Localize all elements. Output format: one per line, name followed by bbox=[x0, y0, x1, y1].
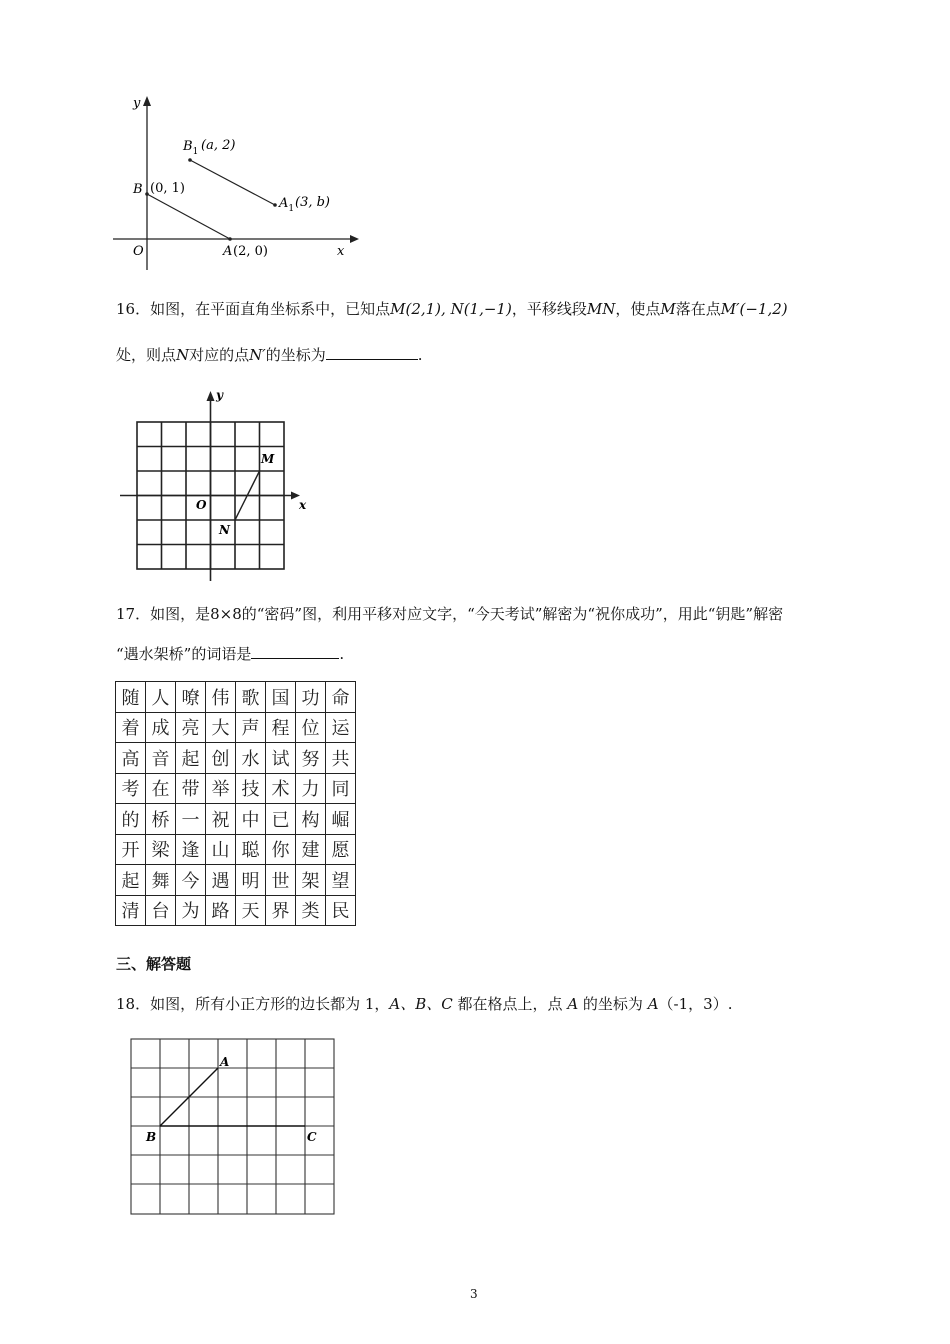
cipher-cell: 一 bbox=[176, 804, 206, 835]
cipher-cell: 成 bbox=[146, 712, 176, 743]
cipher-cell: 逢 bbox=[176, 834, 206, 865]
cipher-cell: 术 bbox=[266, 773, 296, 804]
cipher-cell: 带 bbox=[176, 773, 206, 804]
cipher-cell: 架 bbox=[296, 865, 326, 896]
question-17-line-2: “遇水架桥”的词语是 . bbox=[116, 642, 344, 665]
x-axis-arrow bbox=[350, 235, 359, 243]
cipher-cell: 随 bbox=[116, 682, 146, 713]
point-N-label: N bbox=[219, 523, 230, 537]
y-axis-label: y bbox=[216, 388, 223, 402]
y-axis-label: y bbox=[133, 96, 141, 111]
cipher-cell: 运 bbox=[326, 712, 356, 743]
cipher-cell: 的 bbox=[116, 804, 146, 835]
cipher-cell: 梁 bbox=[146, 834, 176, 865]
cipher-row bbox=[116, 834, 356, 865]
cipher-row bbox=[116, 895, 356, 926]
cipher-cell: 举 bbox=[206, 773, 236, 804]
cipher-cell: 创 bbox=[206, 743, 236, 774]
origin-label: O bbox=[196, 498, 207, 512]
point-A bbox=[228, 237, 232, 241]
cipher-cell: 国 bbox=[266, 682, 296, 713]
cipher-cell: 开 bbox=[116, 834, 146, 865]
point-B-label: B bbox=[146, 1130, 157, 1144]
cipher-cell: 亮 bbox=[176, 712, 206, 743]
cipher-cell: 共 bbox=[326, 743, 356, 774]
figure-2-grid-mn bbox=[115, 385, 315, 585]
point-B-coord: (0, 1) bbox=[150, 181, 185, 196]
cipher-cell: 音 bbox=[146, 743, 176, 774]
x-axis-label: x bbox=[299, 498, 307, 512]
point-A1-label: $A_1$ bbox=[279, 196, 295, 214]
cipher-cell: 望 bbox=[326, 865, 356, 896]
point-A1-coord: (3, b) bbox=[295, 195, 331, 210]
point-B1 bbox=[188, 158, 192, 162]
cipher-cell: 建 bbox=[296, 834, 326, 865]
cipher-cell: 聪 bbox=[236, 834, 266, 865]
cipher-cell: 技 bbox=[236, 773, 266, 804]
cipher-cell: 类 bbox=[296, 895, 326, 926]
cipher-cell: 力 bbox=[296, 773, 326, 804]
cipher-cell: 努 bbox=[296, 743, 326, 774]
cipher-cell: 祝 bbox=[206, 804, 236, 835]
cipher-row bbox=[116, 743, 356, 774]
cipher-grid bbox=[115, 681, 356, 926]
segment-A1B1 bbox=[190, 160, 275, 205]
cipher-cell: 桥 bbox=[146, 804, 176, 835]
question-16-line-1: 16．如图，在平面直角坐标系中，已知点M(2,1), N(1,−1)，平移线段MN，使点M落在点M′(−1,2) bbox=[116, 300, 788, 318]
segment-AB bbox=[147, 194, 230, 239]
cipher-row bbox=[116, 712, 356, 743]
question-16-line-2: 处，则点N对应的点N′的坐标为 . bbox=[116, 343, 422, 366]
cipher-cell: 同 bbox=[326, 773, 356, 804]
cipher-cell: 台 bbox=[146, 895, 176, 926]
cipher-cell: 路 bbox=[206, 895, 236, 926]
cipher-cell: 明 bbox=[236, 865, 266, 896]
cipher-cell: 嘹 bbox=[176, 682, 206, 713]
cipher-cell: 功 bbox=[296, 682, 326, 713]
origin-label: O bbox=[133, 244, 144, 259]
cipher-cell: 位 bbox=[296, 712, 326, 743]
y-axis-arrow bbox=[207, 391, 215, 401]
cipher-cell: 起 bbox=[176, 743, 206, 774]
cipher-row bbox=[116, 865, 356, 896]
cipher-cell: 人 bbox=[146, 682, 176, 713]
point-B1-label: $B_1$ bbox=[183, 139, 199, 157]
cipher-cell: 着 bbox=[116, 712, 146, 743]
point-A-coord: (2, 0) bbox=[233, 244, 268, 259]
answer-blank-17[interactable] bbox=[251, 642, 339, 659]
cipher-cell: 崛 bbox=[326, 804, 356, 835]
x-axis-label: x bbox=[337, 244, 345, 259]
figure-3-grid-abc bbox=[128, 1036, 338, 1220]
cipher-cell: 构 bbox=[296, 804, 326, 835]
cipher-cell: 考 bbox=[116, 773, 146, 804]
cipher-cell: 已 bbox=[266, 804, 296, 835]
cipher-cell: 天 bbox=[236, 895, 266, 926]
cipher-cell: 界 bbox=[266, 895, 296, 926]
point-A-label: A bbox=[223, 244, 233, 259]
figure-1-coordinate-diagram bbox=[105, 92, 365, 277]
cipher-cell: 舞 bbox=[146, 865, 176, 896]
cipher-cell: 为 bbox=[176, 895, 206, 926]
point-C-label: C bbox=[307, 1130, 317, 1144]
section-title: 三、解答题 bbox=[116, 955, 192, 973]
cipher-cell: 你 bbox=[266, 834, 296, 865]
cipher-cell: 声 bbox=[236, 712, 266, 743]
question-18-text: 18．如图，所有小正方形的边长都为 1，A、B、C 都在格点上，点 A 的坐标为 A（-1，3）. bbox=[116, 995, 733, 1013]
cipher-cell: 中 bbox=[236, 804, 266, 835]
y-axis-arrow bbox=[143, 96, 151, 106]
cipher-cell: 试 bbox=[266, 743, 296, 774]
cipher-cell: 世 bbox=[266, 865, 296, 896]
cipher-row bbox=[116, 682, 356, 713]
cipher-cell: 大 bbox=[206, 712, 236, 743]
cipher-row bbox=[116, 773, 356, 804]
page-number: 3 bbox=[470, 1287, 478, 1301]
cipher-cell: 在 bbox=[146, 773, 176, 804]
cipher-cell: 命 bbox=[326, 682, 356, 713]
cipher-cell: 高 bbox=[116, 743, 146, 774]
question-17-line-1: 17．如图，是8×8的“密码”图，利用平移对应文字，“今天考试”解密为“祝你成功”，用此“钥匙”解密 bbox=[116, 605, 784, 623]
cipher-cell: 遇 bbox=[206, 865, 236, 896]
cipher-cell: 清 bbox=[116, 895, 146, 926]
cipher-cell: 水 bbox=[236, 743, 266, 774]
point-B1-coord: (a, 2) bbox=[201, 138, 236, 153]
cipher-cell: 山 bbox=[206, 834, 236, 865]
cipher-cell: 起 bbox=[116, 865, 146, 896]
cipher-cell: 伟 bbox=[206, 682, 236, 713]
point-A1 bbox=[273, 203, 277, 207]
cipher-cell: 程 bbox=[266, 712, 296, 743]
cipher-cell: 愿 bbox=[326, 834, 356, 865]
point-B-label: B bbox=[133, 182, 143, 197]
answer-blank-16[interactable] bbox=[326, 343, 418, 360]
cipher-cell: 歌 bbox=[236, 682, 266, 713]
point-A-label: A bbox=[220, 1055, 230, 1069]
point-M-label: M bbox=[261, 452, 275, 466]
cipher-row bbox=[116, 804, 356, 835]
point-B bbox=[145, 192, 149, 196]
cipher-cell: 民 bbox=[326, 895, 356, 926]
cipher-cell: 今 bbox=[176, 865, 206, 896]
